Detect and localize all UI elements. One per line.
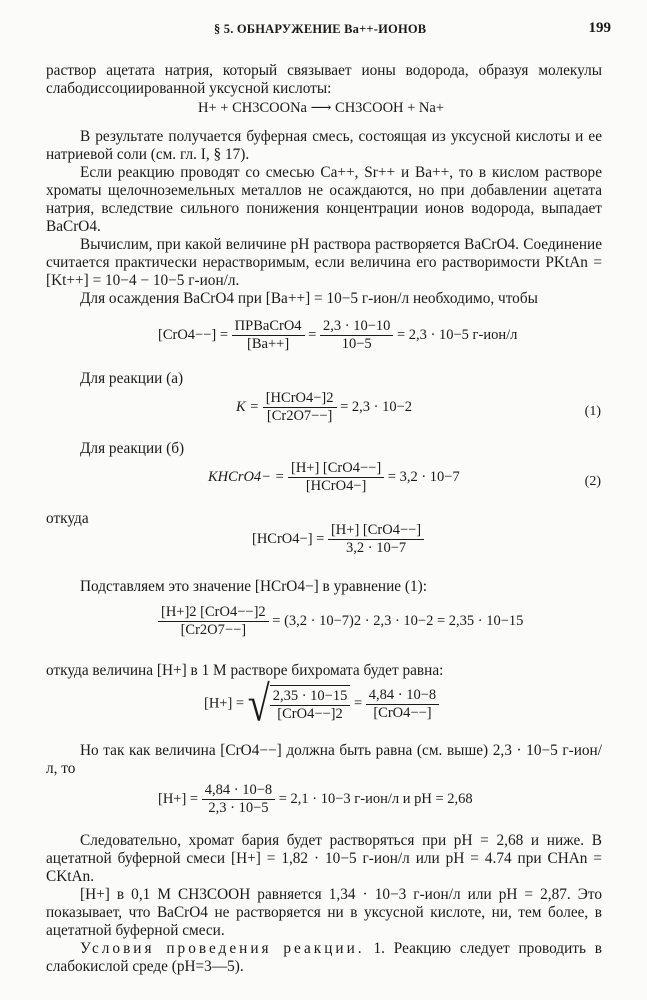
- paragraph-7: Для реакции (б): [80, 440, 185, 457]
- paragraph-4: Вычислим, при какой величине pH раствора растворяется BaCrO4. Соединение считается практически нерастворимым, если величина его растворимости PKtAn = [Kt++] = 10−4 − 10−5 г-ион/л.: [46, 236, 602, 289]
- eq5-den: 3,2 · 10−7: [328, 539, 424, 557]
- paragraph-9: Подставляем это значение [HCrO4−] в уравнение (1):: [80, 578, 427, 595]
- eq4-lhs: KHCrO4− =: [208, 468, 285, 485]
- eq7-den2: [CrO4−−]: [366, 704, 439, 722]
- header-title: § 5. ОБНАРУЖЕНИЕ Ba++-ИОНОВ: [214, 22, 427, 36]
- eq3-num: [HCrO4−]2: [265, 390, 334, 406]
- paragraph-3: Если реакцию проводят со смесью Ca++, Sr++ и Ba++, то в кислом растворе хроматы щелочноземельных металлов не осаждаются, но при добавлении ацетата натрия, вследствие сильного понижения концентрации ионов водорода, выпадает BaCrO4.: [46, 164, 602, 235]
- eq4-den: [HCrO4−]: [288, 477, 384, 495]
- eq2-lhs: [CrO4−−] =: [158, 326, 229, 343]
- paragraph-2: В результате получается буферная смесь, состоящая из уксусной кислоты и ее натриевой соли (см. гл. I, § 17).: [46, 128, 602, 163]
- eq4-num: [H+] [CrO4−−]: [291, 460, 382, 476]
- eq2-frac1-den: [Ba++]: [232, 335, 305, 353]
- conditions-heading: Условия проведения реакции.: [80, 940, 365, 957]
- equation-hcro4: [252, 522, 424, 557]
- equation-h-value: [158, 782, 473, 817]
- paragraph-13: [H+] в 0,1 М CH3COOH равняется 1,34 · 10−3 г-ион/л или pH = 2,87. Это показывает, что BaCrO4 не растворяется ни в уксусной кислоте, ни, тем более, в ацетатной буферной смеси.: [46, 886, 602, 939]
- eq7-rad-den: [CrO4−−]2: [270, 705, 351, 723]
- eq2-rhs: = 2,3 · 10−5 г-ион/л: [397, 326, 518, 343]
- equation-2: [208, 460, 460, 495]
- eq2-frac2: [320, 318, 393, 353]
- conditions-text: 1. Реакцию следует проводить в слабокислой среде (pH=3—5).: [46, 940, 602, 975]
- eq7-frac2: [366, 687, 439, 722]
- eq8-rhs: = 2,1 · 10−3 г-ион/л и pH = 2,68: [278, 790, 473, 807]
- paragraph-5: Для осаждения BaCrO4 при [Ba++] = 10−5 г-ион/л необходимо, чтобы: [80, 290, 538, 307]
- eq5-lhs: [HCrO4−] =: [252, 530, 325, 547]
- eq2-frac2-den: 10−5: [320, 335, 393, 353]
- eq3-den: [Cr2O7−−]: [263, 407, 337, 425]
- eq5-num: [H+] [CrO4−−]: [330, 522, 422, 538]
- eq6-frac: [158, 604, 269, 639]
- eq2-frac1-num: ПРBaCrO4: [234, 318, 302, 334]
- sqrt-sign: √: [247, 675, 270, 732]
- page-number: 199: [588, 20, 611, 36]
- eq8-den: 2,3 · 10−5: [202, 799, 275, 817]
- eq2-frac1: [232, 318, 305, 353]
- equation-1: [236, 390, 412, 425]
- eq6-den: [Cr2O7−−]: [158, 621, 269, 639]
- equation-label-2: (2): [584, 474, 601, 489]
- running-header: [0, 22, 647, 42]
- eq2-frac2-num: 2,3 · 10−10: [322, 318, 391, 334]
- equation-acetate: H+ + CH3COONa ⟶ CH3COOH + Na+: [198, 100, 445, 116]
- eq3-frac: [263, 390, 337, 425]
- eq3-lhs: K =: [236, 398, 260, 415]
- paragraph-12: Следовательно, хромат бария будет растворяться при pH = 2,68 и ниже. В ацетатной буферной смеси [H+] = 1,82 · 10−5 г-ион/л или pH = 4.74 при CHAn = CKtAn.: [46, 832, 602, 885]
- paragraph-1: раствор ацетата натрия, который связывает ионы водорода, образуя молекулы слабодиссоциированной уксусной кислоты:: [46, 62, 602, 97]
- eq8-frac: [202, 782, 275, 817]
- eq5-frac: [328, 522, 424, 557]
- eq6-rhs: = (3,2 · 10−7)2 · 2,3 · 10−2 = 2,35 · 10−15: [272, 612, 524, 629]
- paragraph-14: [46, 940, 602, 976]
- eq7-rad-num: 2,35 · 10−15: [272, 688, 348, 704]
- eq4-frac: [288, 460, 384, 495]
- paragraph-11: Но так как величина [CrO4−−] должна быть равна (см. выше) 2,3 · 10−5 г-ион/л, то: [46, 742, 602, 777]
- radicand: [270, 685, 351, 723]
- eq3-rhs: = 2,3 · 10−2: [340, 398, 413, 415]
- equation-substitution: [158, 604, 523, 639]
- eq7-num2: 4,84 · 10−8: [368, 686, 437, 703]
- equation-h-root: [H+] = √ $\frac{2,35 \cdot 10-15}{\text{[CrO4−−]2}}$ = $\frac{4,84 \cdot 10-8}{\text{[CrO4−−]}}$: [204, 684, 439, 724]
- equation-cro4: [CrO4−−] = $\frac{\text{ПРBaCrO4}}{[Ba++]}$ = $\frac{2,3 \cdot 10-10}{10-5}$ = 2,3 · 10−5 г-ион/л: [158, 318, 518, 352]
- paragraph-8: откуда: [46, 510, 89, 527]
- eq6-num: [H+]2 [CrO4−−]2: [161, 604, 266, 620]
- equation-label-1: (1): [584, 404, 601, 419]
- eq8-lhs: [H+] =: [158, 790, 199, 807]
- paragraph-10: откуда величина [H+] в 1 М растворе бихромата будет равна:: [46, 662, 444, 679]
- paragraph-6: Для реакции (а): [80, 370, 184, 387]
- eq7-lhs: [H+] =: [204, 695, 245, 712]
- eq4-rhs: = 3,2 · 10−7: [387, 468, 460, 485]
- eq8-num: 4,84 · 10−8: [204, 782, 273, 798]
